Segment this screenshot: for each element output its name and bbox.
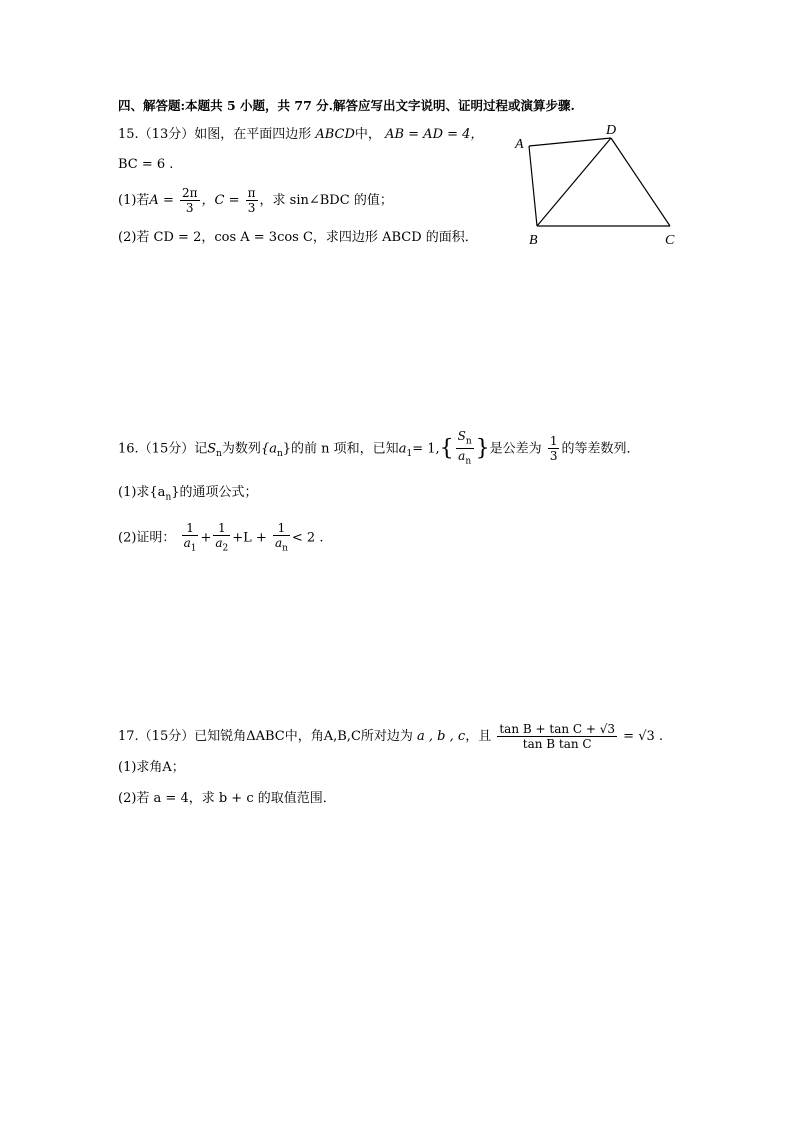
q16-text-e: 的等差数列． bbox=[561, 441, 640, 457]
q15-p1-C: ，C = bbox=[201, 193, 240, 208]
q17-frac bbox=[497, 722, 617, 751]
q15-cond1: AB = AD = 4， bbox=[385, 127, 484, 142]
edge-AD bbox=[529, 138, 611, 146]
q15-frac-C bbox=[246, 186, 258, 215]
q15-quad: ABCD bbox=[315, 127, 355, 142]
q16-p2-prefix: (2)证明： bbox=[118, 530, 176, 546]
q15-text: 15.（13分）如图，在平面四边形 bbox=[118, 127, 312, 142]
q16-frac-d bbox=[548, 434, 560, 463]
q15-frac-C-num: π bbox=[247, 186, 256, 200]
q16-p1-end: }的通项公式； bbox=[171, 485, 258, 500]
q17-abc: a , b , c bbox=[417, 729, 466, 744]
q16-frac-den: a bbox=[458, 449, 466, 464]
quadrilateral-figure bbox=[505, 118, 690, 253]
q16-text-b: 为数列 bbox=[221, 441, 261, 457]
edge-AB bbox=[529, 146, 537, 226]
q15-frac-A bbox=[180, 186, 200, 215]
edge-DC bbox=[611, 138, 670, 226]
q16-p1: (1)求{a bbox=[118, 485, 166, 500]
q16-Sn: S bbox=[207, 441, 217, 457]
q16-part2: (2)证明： $\frac{1}{a_1}$ + $\frac{1}{a_2}$ +L + $\frac{1}{a_n}$ < 2 . bbox=[118, 521, 324, 554]
edge-BD bbox=[537, 138, 611, 226]
q16-d-num: 1 bbox=[549, 434, 558, 449]
label-C: C bbox=[665, 233, 675, 248]
q15-frac-C-den: 3 bbox=[247, 201, 256, 215]
q17-part1: (1)求角A； bbox=[118, 760, 185, 775]
q17-part2: (2)若 a = 4，求 b + c 的取值范围． bbox=[118, 791, 336, 806]
q16-term3: $\frac{1}{a_n}$ bbox=[274, 521, 288, 554]
q17-line1 bbox=[118, 722, 663, 751]
q17-text-c: = √3 . bbox=[623, 729, 664, 744]
q16-p2-end: < 2 . bbox=[291, 530, 324, 546]
q16-a1: a bbox=[398, 441, 407, 457]
q16-line1: 16.（15分）记$S_n$为数列$\{a_n\}$的前 n 项和，已知$a_1= 1$,{ $\frac{S_n}{a_n}$ }是公差为 $\frac{1}{3}$ 的等差数列． bbox=[118, 429, 640, 467]
q15-frac-A-den: 3 bbox=[185, 201, 194, 215]
q17-frac-num: tan B + tan C + √3 bbox=[499, 722, 616, 736]
label-B: B bbox=[529, 233, 538, 248]
q15-p1-prefix: (1)若 bbox=[118, 193, 150, 208]
q16-text-a: 16.（15分）记 bbox=[118, 441, 208, 457]
q16-term1: $\frac{1}{a_1}$ bbox=[183, 521, 197, 554]
q16-seq: {a bbox=[260, 441, 277, 457]
q16-term2: $\frac{1}{a_2}$ bbox=[215, 521, 229, 554]
q17-text-b: ，且 bbox=[465, 729, 492, 744]
q16-frac-Sn-an: $\frac{S_n}{a_n}$ bbox=[457, 429, 472, 467]
q15-p1-A: A = bbox=[149, 193, 174, 208]
q16-d-den: 3 bbox=[549, 449, 558, 464]
q15-frac-A-num: 2π bbox=[181, 186, 198, 200]
label-A: A bbox=[515, 137, 524, 152]
q15-part2: (2)若 CD = 2，cos A = 3cos C，求四边形 ABCD 的面积． bbox=[118, 230, 478, 245]
q16-part1: (1)求$\{a_n\}$的通项公式； bbox=[118, 485, 258, 503]
q17-frac-den: tan B tan C bbox=[522, 737, 592, 751]
q15-line1 bbox=[118, 126, 483, 144]
q15-mid: 中， bbox=[354, 127, 381, 142]
q15-line2: BC = 6 . bbox=[118, 157, 174, 172]
q16-L: +L + bbox=[232, 530, 267, 546]
q16-a1-val: = 1, bbox=[412, 441, 440, 457]
q17-text-a: 17.（15分）已知锐角ΔABC中，角A,B,C所对边为 bbox=[118, 729, 413, 744]
q15-p1-suffix: ，求 sin∠BDC 的值； bbox=[259, 193, 393, 208]
q16-frac-num: S bbox=[457, 429, 466, 443]
q16-text-c: }的前 n 项和，已知 bbox=[282, 441, 399, 457]
q15-part1 bbox=[118, 186, 393, 215]
section-header: 四、解答题:本题共 5 小题，共 77 分.解答应写出文字说明、证明过程或演算步骤. bbox=[118, 98, 575, 113]
q16-text-d: 是公差为 bbox=[489, 441, 542, 457]
label-D: D bbox=[606, 123, 617, 138]
